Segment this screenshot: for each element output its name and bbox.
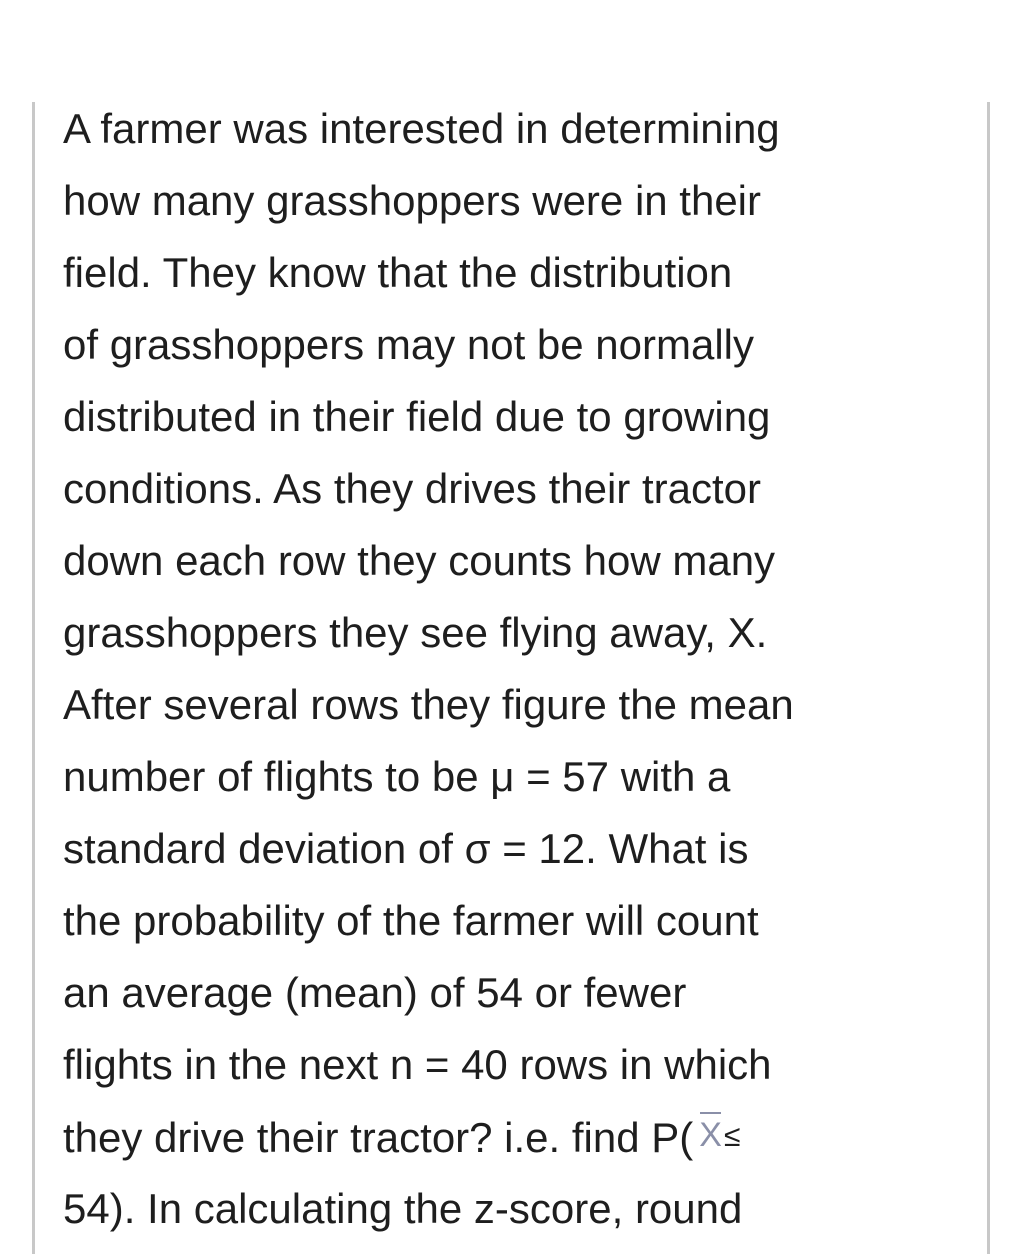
- question-line-with-formula: [63, 1101, 898, 1173]
- question-line: standard deviation of σ = 12. What is: [63, 825, 749, 872]
- question-line: field. They know that the distribution: [63, 249, 733, 296]
- question-line: conditions. As they drives their tractor: [63, 465, 761, 512]
- question-line: After several rows they figure the mean: [63, 681, 794, 728]
- question-line: 54). In calculating the z-score, round: [63, 1185, 743, 1232]
- question-line: A farmer was interested in determining: [63, 105, 780, 152]
- question-text: [63, 93, 898, 1245]
- question-line: number of flights to be μ = 57 with a: [63, 753, 731, 800]
- question-line: how many grasshoppers were in their: [63, 177, 762, 224]
- question-line: down each row they counts how many: [63, 537, 776, 584]
- question-line: grasshoppers they see flying away, X.: [63, 609, 768, 656]
- less-than-or-equal-symbol: ≤: [723, 1120, 741, 1153]
- x-bar-symbol: X: [699, 1116, 722, 1154]
- question-line: flights in the next n = 40 rows in which: [63, 1041, 772, 1088]
- question-line: of grasshoppers may not be normally: [63, 321, 755, 368]
- question-line: distributed in their field due to growing: [63, 393, 771, 440]
- question-line-prefix: they drive their tractor? i.e. find P(: [63, 1114, 694, 1161]
- question-line: the probability of the farmer will count: [63, 897, 759, 944]
- question-line: an average (mean) of 54 or fewer: [63, 969, 687, 1016]
